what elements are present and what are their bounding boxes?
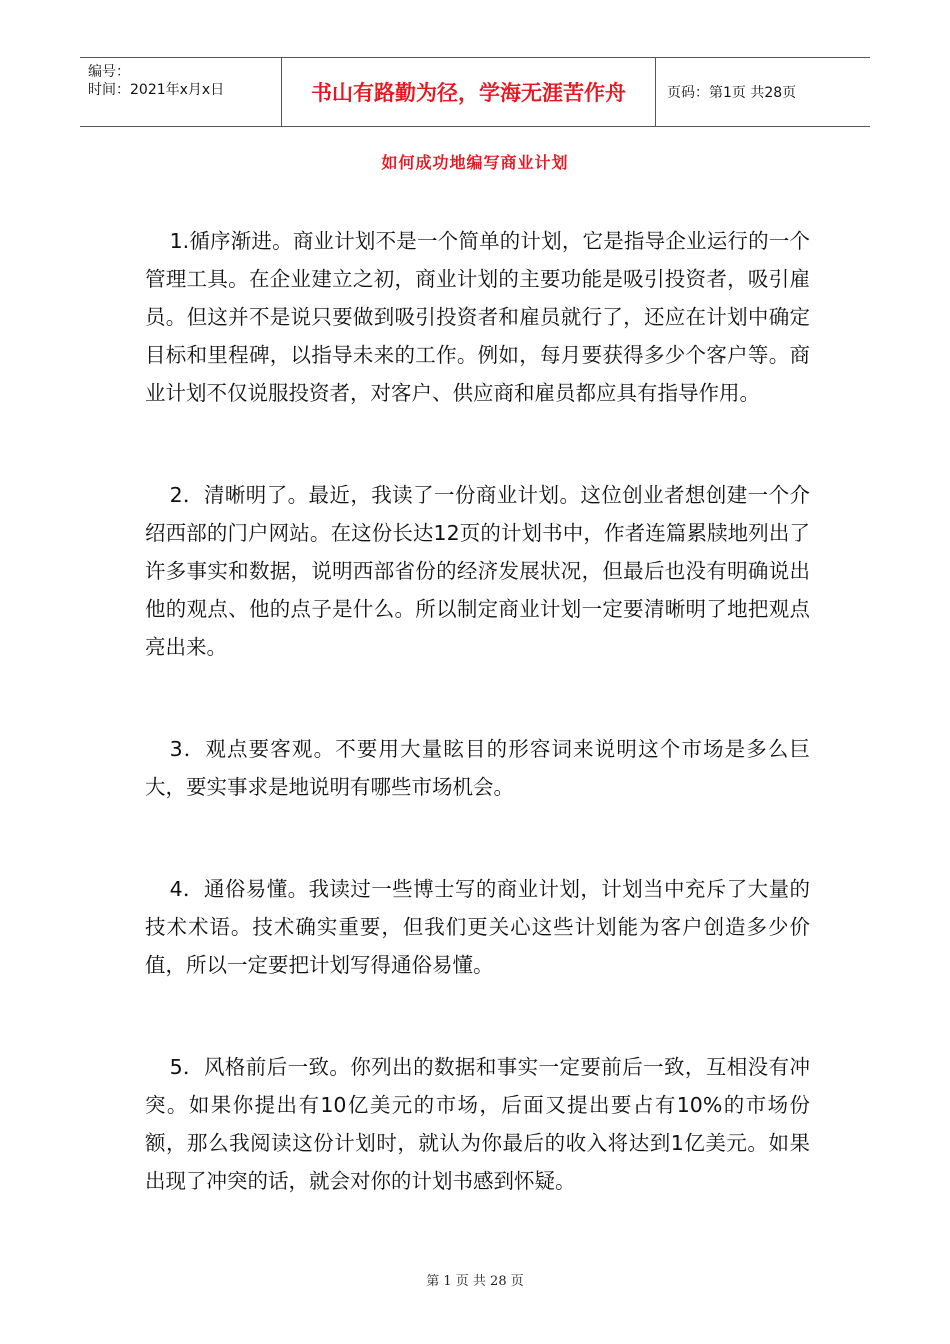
number-label: 编号： [88,64,130,80]
header-motto: 书山有路勤为径，学海无涯苦作舟 [281,58,656,126]
document-body [145,222,810,1264]
paragraph-4: 4．通俗易懂。我读过一些博士写的商业计划，计划当中充斥了大量的技术术语。技术确实重要，但我们更关心这些计划能为客户创造多少价值，所以一定要把计划写得通俗易懂。 [145,877,810,977]
paragraph-3: 3．观点要客观。不要用大量眩目的形容词来说明这个市场是多么巨大，要实事求是地说明有哪些市场机会。 [145,737,810,799]
page-header [80,57,870,127]
page-footer: 第 1 页 共 28 页 [426,1274,524,1289]
document-title: 如何成功地编写商业计划 [381,153,569,172]
paragraph-1: 1.循序渐进。商业计划不是一个简单的计划，它是指导企业运行的一个管理工具。在企业建立之初，商业计划的主要功能是吸引投资者，吸引雇员。但这并不是说只要做到吸引投资者和雇员就行了，还应在计划中确定目标和里程碑，以指导未来的工作。例如，每月要获得多少个客户等。商业计划不仅说服投资者，对客户、供应商和雇员都应具有指导作用。 [145,229,810,405]
paragraph-5: 5．风格前后一致。你列出的数据和事实一定要前后一致，互相没有冲突。如果你提出有10亿美元的市场，后面又提出要占有10%的市场份额，那么我阅读这份计划时，就认为你最后的收入将达到1亿美元。如果出现了冲突的话，就会对你的计划书感到怀疑。 [145,1055,810,1193]
time-label: 时间：2021年x月x日 [88,82,225,98]
header-page-code: 页码：第1页 共28页 [667,85,797,101]
paragraph-2: 2．清晰明了。最近，我读了一份商业计划。这位创业者想创建一个介绍西部的门户网站。在这份长达12页的计划书中，作者连篇累牍地列出了许多事实和数据，说明西部省份的经济发展状况，但最后也没有明确说出他的观点、他的点子是什么。所以制定商业计划一定要清晰明了地把观点亮出来。 [145,483,810,659]
header-meta [80,58,280,131]
